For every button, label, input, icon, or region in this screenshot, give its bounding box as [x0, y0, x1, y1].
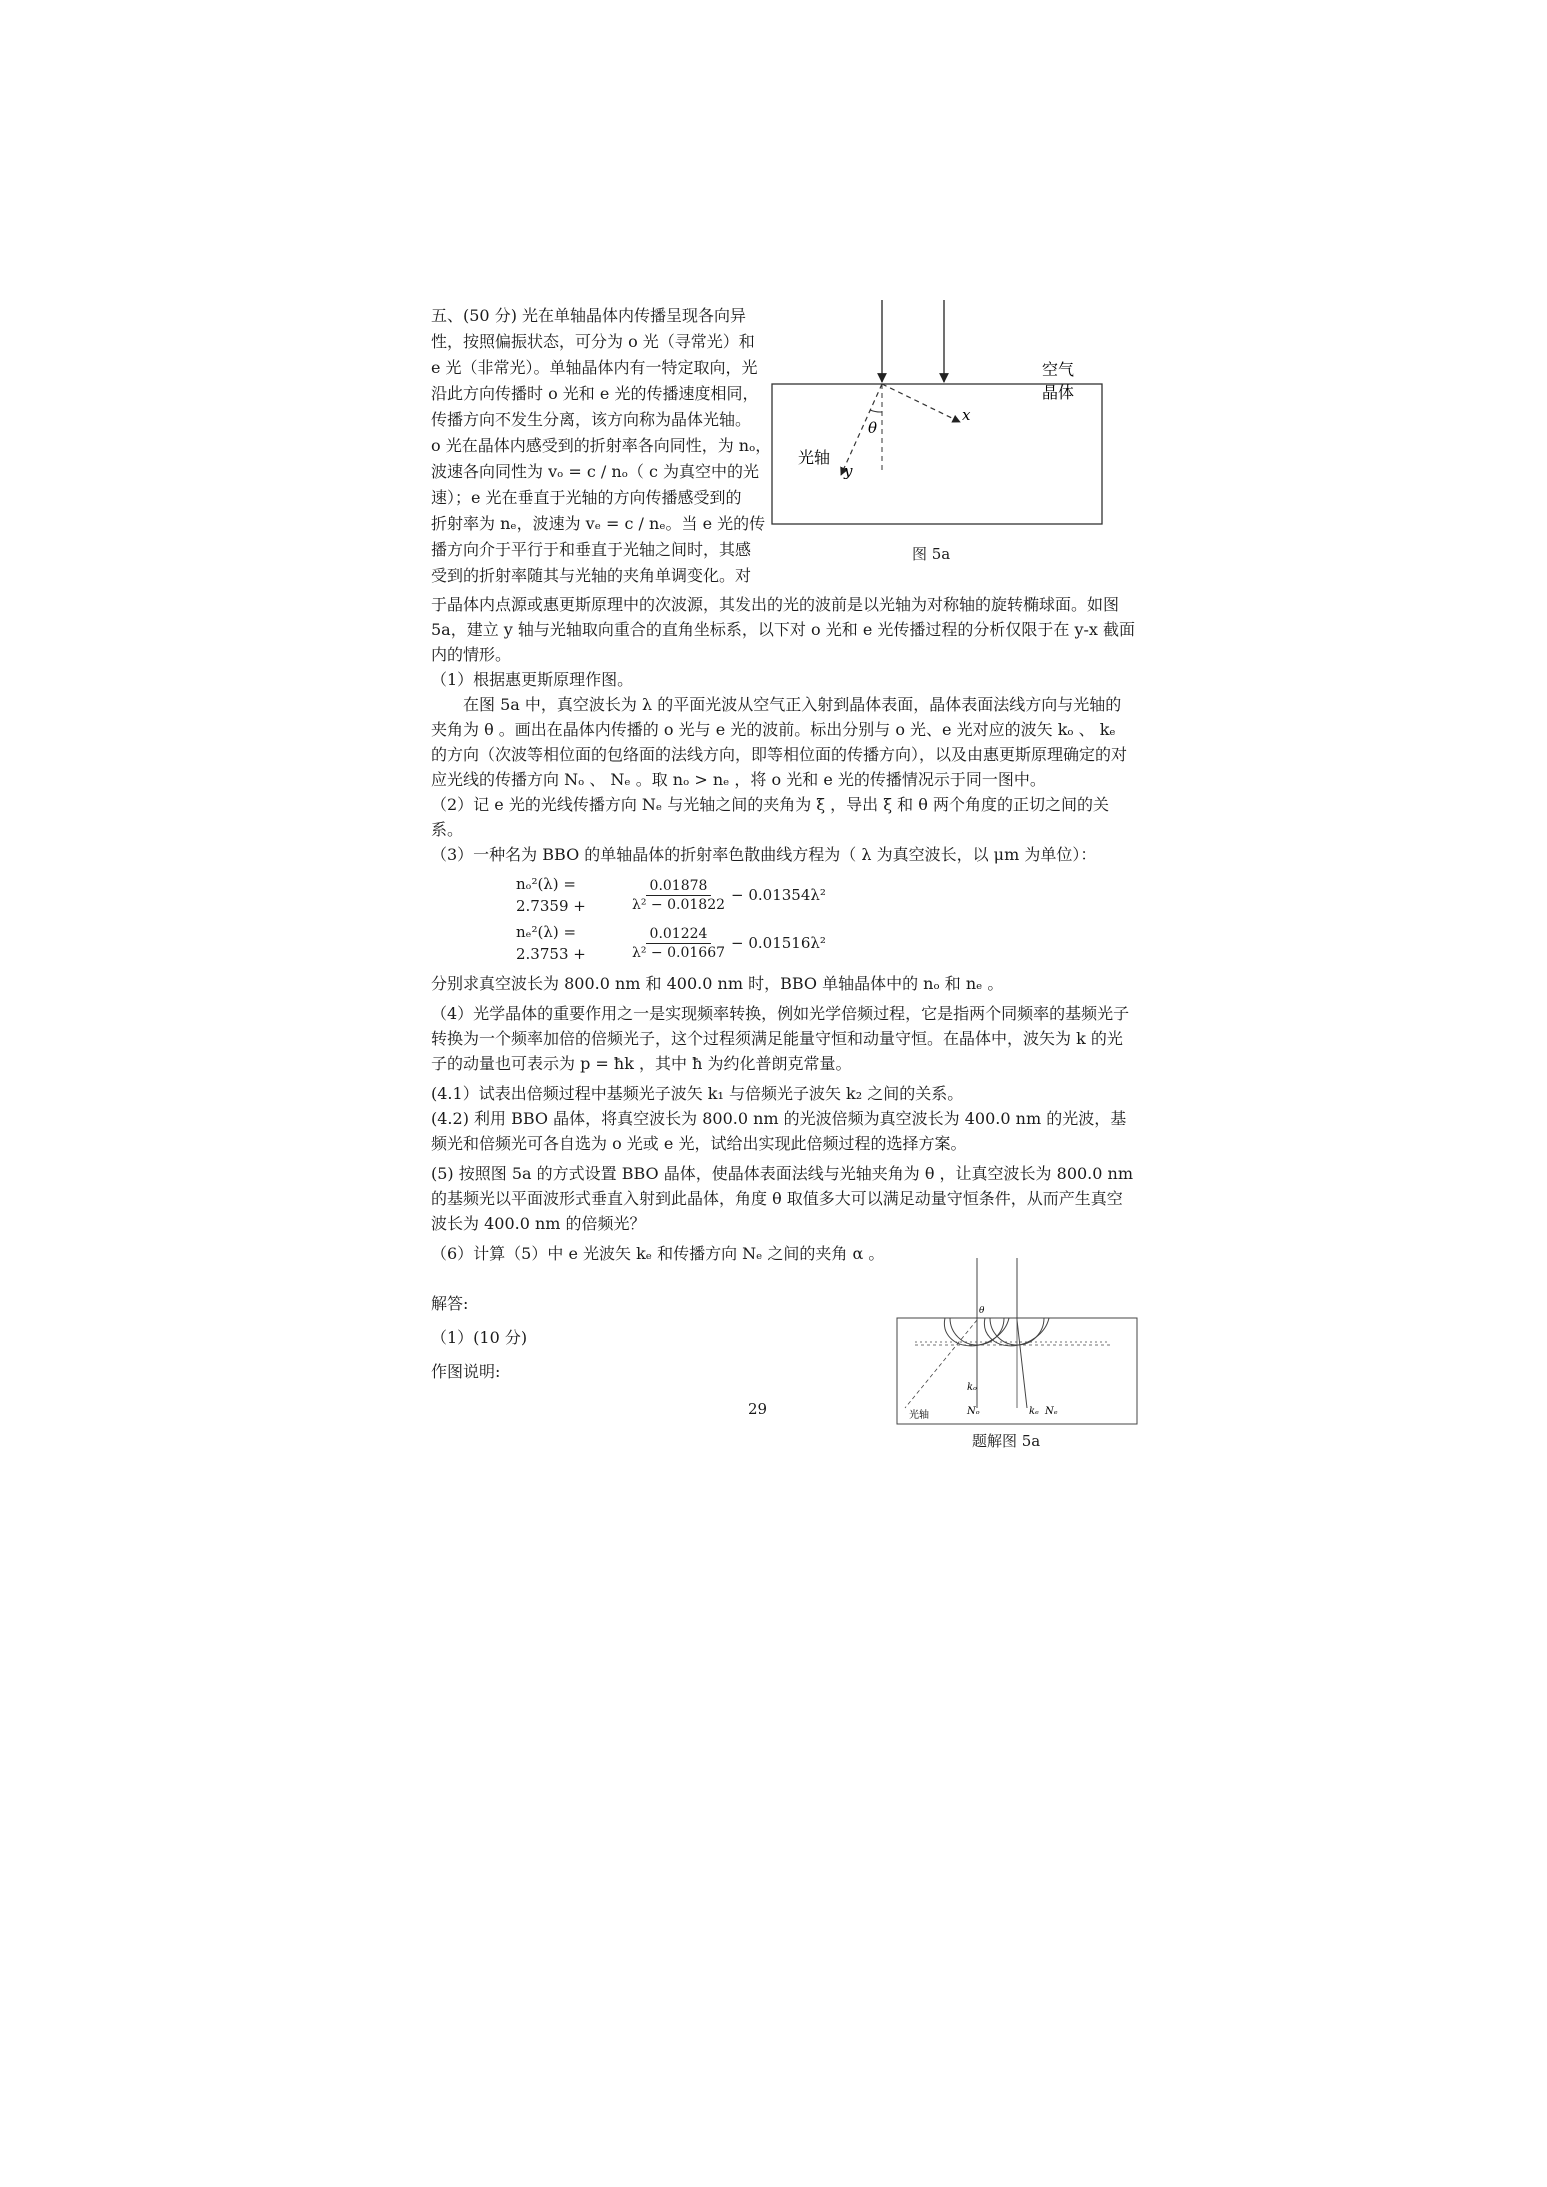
air-label: 空气 — [1042, 360, 1075, 379]
optic-axis-label: 光轴 — [798, 448, 831, 467]
intro-line: 沿此方向传播时 o 光和 e 光的传播速度相同， — [431, 384, 759, 403]
equation-o-lhs: nₒ²(λ) = 2.7359 + — [516, 875, 586, 915]
intro-line: 波速各向同性为 vₒ = c / nₒ（ c 为真空中的光 — [431, 462, 759, 481]
sol-optic-axis — [905, 1320, 977, 1408]
intro-paragraph — [431, 303, 772, 589]
q4-text: （4）光学晶体的重要作用之一是实现频率转换，例如光学倍频过程，它是指两个同频率的基频光子转换为一个频率加倍的倍频光子，这个过程须满足能量守恒和动量守恒。在晶体中，波矢为 k 的光子的动量也可表示为 p = ħk ，其中 ħ 为约化普朗克常量。 — [431, 1004, 1130, 1073]
intro-line: 折射率为 nₑ，波速为 vₑ = c / nₑ。当 e 光的传 — [431, 514, 766, 533]
q2-text: （2）记 e 光的光线传播方向 Nₑ 与光轴之间的夹角为 ξ ，导出 ξ 和 θ 两个角度的正切之间的关系。 — [431, 795, 1109, 839]
equation-o-denominator: λ² − 0.01822 — [632, 896, 726, 913]
figure-5a-caption: 图 5a — [912, 545, 951, 563]
intro-line: 播方向介于平行于和垂直于光轴之间时，其感 — [431, 540, 752, 559]
intro-line: o 光在晶体内感受到的折射率各向同性，为 nₒ， — [431, 436, 772, 455]
question-body — [431, 592, 1136, 1266]
intro-line: 五、(50 分) 光在单轴晶体内传播呈现各向异 — [431, 306, 747, 325]
sol-no-label: Nₒ — [967, 1406, 980, 1417]
sol-axis-label: 光轴 — [909, 1410, 929, 1421]
sol-ray-e — [1017, 1320, 1027, 1408]
solution-figure-5a — [895, 1258, 1141, 1428]
q42-text: (4.2) 利用 BBO 晶体，将真空波长为 800.0 nm 的光波倍频为真空波长为 400.0 nm 的光波，基频光和倍频光可各自选为 o 光或 e 光，试给出实现此倍频过程的选择方案。 — [431, 1109, 1127, 1153]
equation-o-numerator: 0.01878 — [646, 877, 712, 896]
intro-line: 受到的折射率随其与光轴的夹角单调变化。对 — [431, 566, 752, 585]
q1-body: 在图 5a 中，真空波长为 λ 的平面光波从空气正入射到晶体表面，晶体表面法线方向与光轴的夹角为 θ 。画出在晶体内传播的 o 光与 e 光的波前。标出分别与 o 光、e 光对应的波矢 kₒ 、 kₑ 的方向（次波等相位面的包络面的法线方向，即等相位面的传播方向），以及由惠更斯原理确定的对应光线的传播方向 Nₒ 、 Nₑ 。取 nₒ > nₑ ，将 o 光和 e 光的传播情况示于同一图中。 — [431, 695, 1128, 789]
answer-label: 解答: — [431, 1294, 469, 1313]
q6-text: （6）计算（5）中 e 光波矢 kₑ 和传播方向 Nₑ 之间的夹角 α 。 — [431, 1244, 885, 1263]
q5-text: (5) 按照图 5a 的方式设置 BBO 晶体，使晶体表面法线与光轴夹角为 θ ，让真空波长为 800.0 nm 的基频光以平面波形式垂直入射到此晶体，角度 θ 取值多大可以满足动量守恒条件，从而产生真空波长为 400.0 nm 的倍频光？ — [431, 1164, 1134, 1233]
x-axis — [882, 384, 960, 422]
answer-part1: （1）(10 分) — [431, 1328, 528, 1347]
equation-o — [516, 871, 1136, 919]
sol-ko-label: kₒ — [967, 1382, 977, 1393]
intro-continuation: 于晶体内点源或惠更斯原理中的次波源，其发出的光的波前是以光轴为对称轴的旋转椭球面。如图 5a，建立 y 轴与光轴取向重合的直角坐标系，以下对 o 光和 e 光传播过程的分析仅限于在 y-x 截面内的情形。 — [431, 595, 1136, 664]
theta-arc — [870, 410, 882, 412]
answer-section — [431, 1287, 527, 1389]
solution-figure-caption: 题解图 5a — [972, 1432, 1041, 1450]
q41-text: (4.1）试表出倍频过程中基频光子波矢 k₁ 与倍频光子波矢 k₂ 之间的关系。 — [431, 1084, 964, 1103]
sol-theta-label: θ — [979, 1306, 985, 1316]
intro-line: 性，按照偏振状态，可分为 o 光（寻常光）和 — [431, 332, 755, 351]
equation-e-numerator: 0.01224 — [646, 925, 712, 944]
answer-note: 作图说明: — [431, 1362, 501, 1381]
q1-title: （1）根据惠更斯原理作图。 — [431, 670, 634, 689]
intro-line: 速）；e 光在垂直于光轴的方向传播感受到的 — [431, 488, 742, 507]
q3-after: 分别求真空波长为 800.0 nm 和 400.0 nm 时，BBO 单轴晶体中的 nₒ 和 nₑ 。 — [431, 974, 1004, 993]
y-label: y — [844, 462, 853, 480]
equation-e-denominator: λ² − 0.01667 — [632, 944, 726, 961]
equation-e-fraction — [632, 925, 725, 962]
x-label: x — [962, 406, 971, 424]
page-number: 29 — [748, 1400, 768, 1418]
theta-label: θ — [868, 419, 878, 437]
equation-o-fraction — [632, 877, 725, 914]
q3-title: （3）一种名为 BBO 的单轴晶体的折射率色散曲线方程为（ λ 为真空波长，以 μm 为单位）： — [431, 845, 1097, 864]
sol-ke-label: kₑ — [1029, 1406, 1039, 1417]
equation-e-lhs: nₑ²(λ) = 2.3753 + — [516, 923, 586, 963]
equation-o-tail: − 0.01354λ² — [731, 886, 826, 904]
crystal-label: 晶体 — [1042, 383, 1075, 402]
sol-ne-label: Nₑ — [1045, 1406, 1058, 1417]
figure-5a — [770, 297, 1106, 567]
dispersion-equations — [516, 871, 1136, 967]
intro-line: 传播方向不发生分离，该方向称为晶体光轴。 — [431, 410, 752, 429]
intro-line: e 光（非常光）。单轴晶体内有一特定取向，光 — [431, 358, 758, 377]
equation-e — [516, 919, 1136, 967]
equation-e-tail: − 0.01516λ² — [731, 934, 826, 952]
